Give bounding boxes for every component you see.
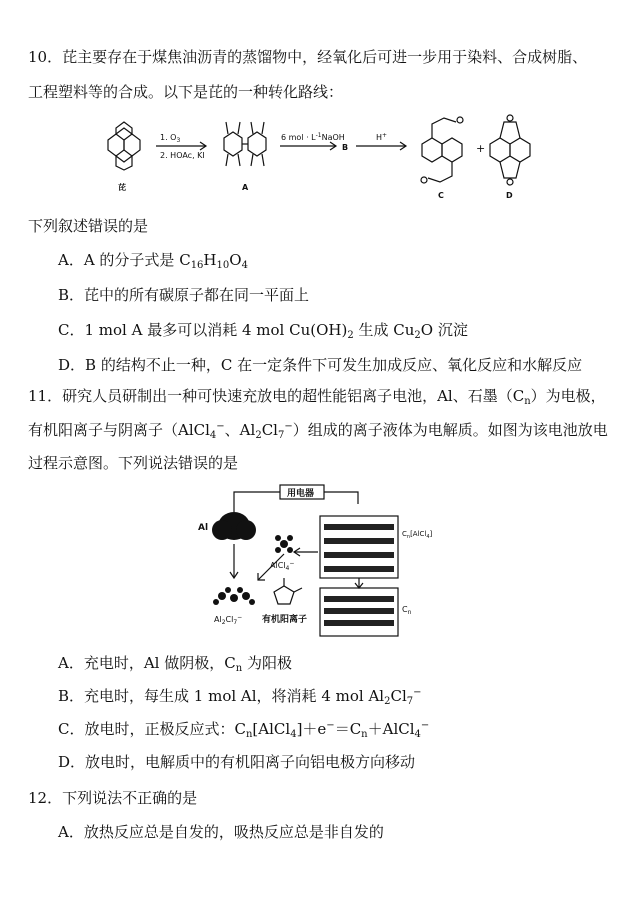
al2cl7-label-s1: 2 xyxy=(221,619,226,626)
al2cl7-label-sup: − xyxy=(237,614,243,621)
svg-text:6 mol · L-1NaOH xyxy=(281,132,345,142)
q12-stem: 12．下列说法不正确的是 xyxy=(28,789,198,807)
q10-option-b: B．芘中的所有碳原子都在同一平面上 xyxy=(58,286,310,304)
device-label: 用电器 xyxy=(287,489,315,499)
svg-text:Al2Cl7− xyxy=(214,614,242,626)
q11-option-c: C．放电时，正极反应式：$C_n[AlCl_4]+e^-=C_n+AlCl_4^-$ xyxy=(58,720,430,740)
step3-reagent: H xyxy=(376,133,383,142)
alcl4-label: AlCl xyxy=(270,561,286,570)
label-d: D xyxy=(506,191,513,200)
alcl4-ion-icon xyxy=(275,535,293,553)
al2cl7-label-m: Cl xyxy=(225,615,234,624)
aluminium-electrode xyxy=(212,512,256,540)
q10-question: 下列叙述错误的是 xyxy=(28,217,149,235)
step3-reagent-sup: + xyxy=(382,132,388,139)
step1-reagent-ozone-sub: 3 xyxy=(176,137,181,144)
svg-text:AlCl4− xyxy=(270,560,294,572)
cn-alcl4-label-tail: [AlCl xyxy=(410,530,427,538)
step2-reagent-tail: NaOH xyxy=(321,133,345,142)
plus-sign: + xyxy=(476,142,486,155)
pyrene-structure xyxy=(108,122,140,170)
cn-alcl4-label-sub2: 4 xyxy=(426,534,430,540)
label-c: C xyxy=(438,191,444,200)
cn-label: C xyxy=(402,605,408,614)
label-b: B xyxy=(342,143,349,152)
pyrene-reaction-scheme xyxy=(88,110,558,208)
label-a: A xyxy=(242,183,249,192)
q10-option-d: D．B 的结构不止一种，C 在一定条件下可发生加成反应、氧化反应和水解反应 xyxy=(58,356,583,374)
q10-option-c: C．1 mol A 最多可以消耗 4 mol $Cu(OH)_2$ 生成 $Cu_2O$ 沉淀 xyxy=(58,321,468,341)
q10-option-a: A．A 的分子式是 $C_{16}H_{10}O_4$ xyxy=(58,251,248,271)
cn-label-sub: n xyxy=(407,609,412,616)
svg-text:Cn[AlCl4] xyxy=(402,530,433,540)
q11-stem-line2: 有机阳离子与阴离子（AlCl$_4$−、$Al_2Cl_7^-$）组成的离子液体为电解质。如图为该电池放电 xyxy=(28,421,608,441)
organic-cation-icon xyxy=(274,578,302,604)
compound-d-structure xyxy=(490,115,530,185)
compound-c-structure xyxy=(421,117,463,183)
q11-stem-line1: 11．研究人员研制出一种可快速充放电的超性能铝离子电池，Al、石墨$(C_n)$为电极， xyxy=(28,387,606,407)
q11-stem-line3: 过程示意图。下列说法错误的是 xyxy=(28,454,239,472)
cn-alcl4-label-end: ] xyxy=(429,530,433,538)
al2cl7-label-s2: 7 xyxy=(233,619,238,626)
cn-alcl4-label-sub: n xyxy=(406,534,411,540)
q11-option-a: A．充电时，Al 做阴极，$C_n$ 为阳极 xyxy=(58,654,292,674)
cation-label: 有机阳离子 xyxy=(262,615,308,625)
step2-reagent: 6 mol · L xyxy=(281,133,316,142)
alcl4-label-sup: − xyxy=(289,560,295,567)
al2cl7-label: Al xyxy=(214,615,222,624)
q11-option-d: D．放电时，电解质中的有机阳离子向铝电极方向移动 xyxy=(58,753,416,771)
q12-option-a: A．放热反应总是自发的，吸热反应总是非自发的 xyxy=(58,823,384,841)
compound-a-structure xyxy=(224,122,266,166)
al-label: Al xyxy=(198,523,209,533)
svg-text:1. O3 xyxy=(160,133,180,144)
q11-option-b: B．充电时，每生成 1 mol Al，将消耗 4 mol $Al_2Cl_7^-$ xyxy=(58,687,422,707)
alcl4-label-sub: 4 xyxy=(285,565,290,572)
step1-reagent-ozone: 1. O xyxy=(160,133,177,142)
q10-stem-line2: 工程塑料等的合成。以下是芘的一种转化路线： xyxy=(28,83,344,101)
step1-reagent-hoac: 2. HOAc, KI xyxy=(160,151,205,160)
svg-text:Cn xyxy=(402,605,412,616)
label-pyrene: 芘 xyxy=(118,183,126,192)
svg-text:H+ xyxy=(376,132,387,142)
battery-discharge-diagram xyxy=(190,482,460,642)
al2cl7-ion-icon xyxy=(213,587,255,605)
step2-reagent-sup: -1 xyxy=(315,132,322,139)
q10-stem-line1: 10．芘主要存在于煤焦油沥青的蒸馏物中，经氧化后可进一步用于染料、合成树脂、 xyxy=(28,48,588,66)
cn-alcl4-label: C xyxy=(402,530,407,538)
